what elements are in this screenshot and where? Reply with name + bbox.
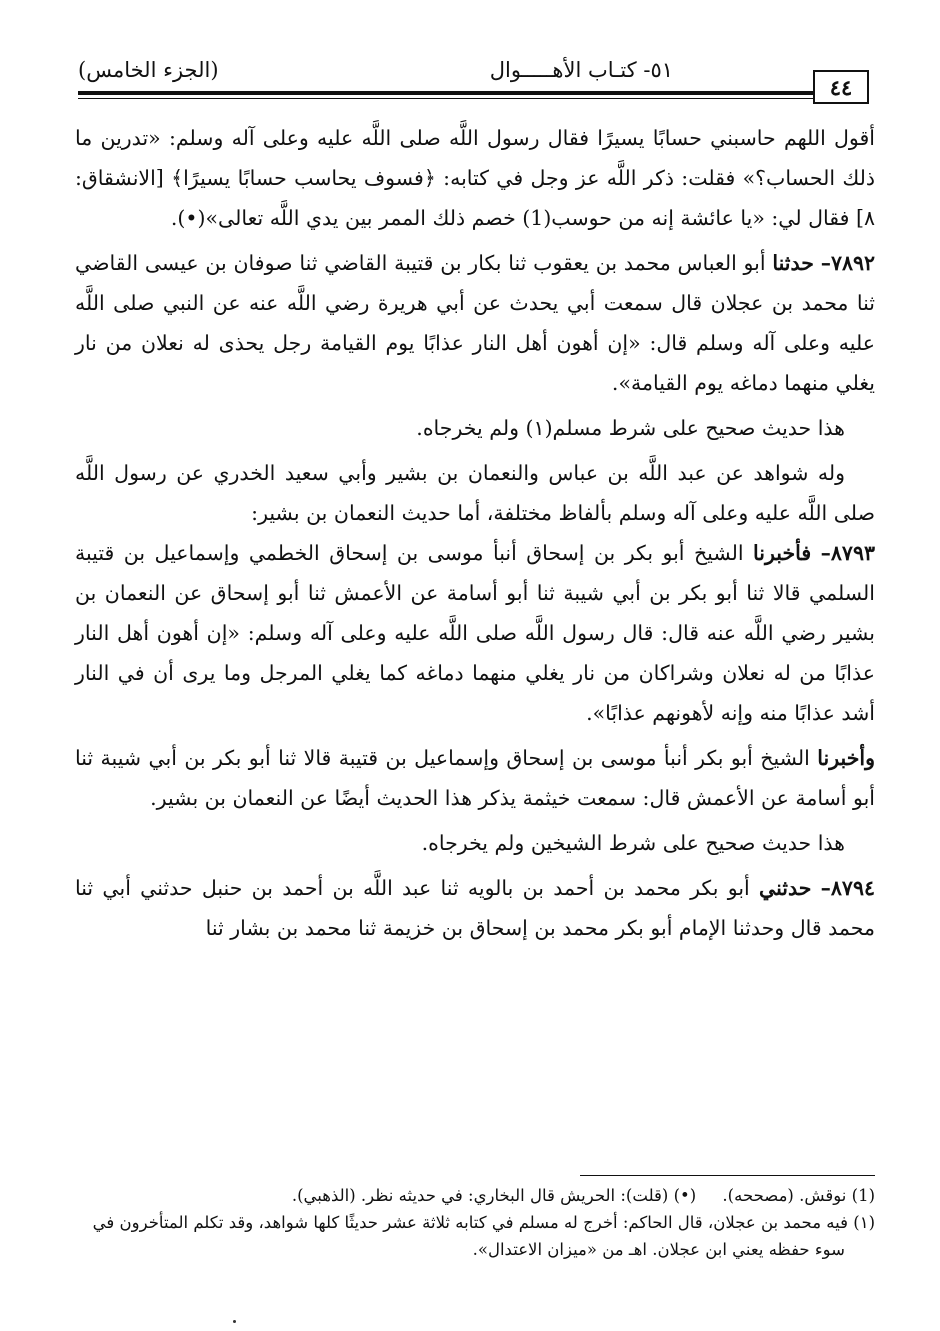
paragraph-lead-word: وأخبرنا bbox=[817, 746, 875, 770]
hadith-text: الشيخ أبو بكر بن إسحاق أنبأ موسى بن إسحاق الخطمي وإسماعيل بن قتيبة السلمي قالا ثنا أبو بكر بن أبي شيبة ثنا أبو أسامة عن الأعمش ثنا أبو إسحاق عن النعمان بن بشير رضي اللَّه عنه قال: قال رسول اللَّه صلى اللَّه عليه وعلى آله وسلم: «إن أهون أهل النار عذابًا من له نعلان وشراكان من نار يغلي منهما دماغه كما يغلي المرجل وما يرى أن في النار أشد عذابًا منه وإنه لأهونهم عذابًا». bbox=[75, 541, 875, 725]
grading-note: هذا حديث صحيح على شرط مسلم(١) ولم يخرجاه. bbox=[416, 416, 845, 440]
header-rule bbox=[78, 91, 813, 95]
hadith-lead-word: حدثنا bbox=[772, 251, 814, 275]
main-text bbox=[75, 118, 875, 948]
hadith-number: ٧٨٩٢– bbox=[820, 251, 875, 275]
hadith-7892 bbox=[75, 243, 875, 403]
paragraph-text: الشيخ أبو بكر أنبأ موسى بن إسحاق وإسماعيل بن قتيبة قالا ثنا أبو بكر بن أبي شيبة ثنا أبو أسامة عن الأعمش قال: سمعت خيثمة يذكر هذا الحديث أيضًا عن النعمان بن بشير. bbox=[75, 746, 875, 810]
footnote-1: (1) نوقش. (مصححه). (•) (قلت): الحريش قال البخاري: في حديثه نظر. (الذهبي). bbox=[291, 1186, 875, 1205]
footnote-rule bbox=[580, 1175, 875, 1176]
hadith-lead-word: حدثني bbox=[758, 876, 812, 900]
header-rule-thin bbox=[78, 98, 813, 99]
hadith-lead-word: فأخبرنا bbox=[753, 541, 812, 565]
volume-label: (الجزء الخامس) bbox=[78, 58, 219, 82]
book-title: ٥١- كتـاب الأهـــــوال bbox=[489, 58, 673, 82]
hadith-number: ٨٧٩٤– bbox=[820, 876, 875, 900]
hadith-number: ٨٧٩٣– bbox=[820, 541, 875, 565]
hadith-text: أبو بكر محمد بن أحمد بن بالويه ثنا عبد اللَّه بن أحمد بن حنبل حدثني أبي ثنا محمد قال وحدثنا الإمام أبو بكر محمد بن إسحاق بن خزيمة ثنا محمد بن بشار ثنا bbox=[75, 876, 875, 940]
paragraph-continuation: أقول اللهم حاسبني حسابًا يسيرًا فقال رسول اللَّه صلى اللَّه عليه وعلى آله وسلم: «تدرين ما ذلك الحساب؟» فقلت: ذكر اللَّه عز وجل في كتابه: ﴿فسوف يحاسب حسابًا يسيرًا﴾ [الانشقاق: ٨] فقال لي: «يا عائشة إنه من حوسب(1) خصم ذلك الممر بين يدي اللَّه تعالى»(•). bbox=[75, 126, 875, 230]
hadith-text: أبو العباس محمد بن يعقوب ثنا بكار بن قتيبة القاضي ثنا صوفان بن عيسى القاضي ثنا محمد بن عجلان قال سمعت أبي يحدث عن أبي هريرة رضي اللَّه عنه عن النبي صلى اللَّه عليه وعلى آله وسلم قال: «إن أهون أهل النار عذابًا يوم القيامة رجل يحذى له نعلان من نار يغلي منهما دماغه يوم القيامة». bbox=[75, 251, 875, 395]
hadith-8793 bbox=[75, 533, 875, 733]
grading-note: هذا حديث صحيح على شرط الشيخين ولم يخرجاه. bbox=[421, 831, 845, 855]
running-header bbox=[78, 52, 873, 88]
footnotes bbox=[75, 1182, 875, 1263]
footnote-2: (١) فيه محمد بن عجلان، قال الحاكم: أخرج له مسلم في كتابه ثلاثة عشر حديثًا كلها شواهد، وقد تكلم المتأخرون في سوء حفظه يعني ابن عجلان. اهـ من «ميزان الاعتدال». bbox=[92, 1213, 875, 1259]
isnad-paragraph bbox=[75, 738, 875, 818]
hadith-8794 bbox=[75, 868, 875, 948]
scan-speck bbox=[233, 1320, 236, 1323]
shawahid-paragraph: وله شواهد عن عبد اللَّه بن عباس والنعمان بن بشير وأبي سعيد الخدري عن رسول اللَّه صلى اللَّه عليه وعلى آله وسلم بألفاظ مختلفة، أما حديث النعمان بن بشير: bbox=[75, 461, 875, 525]
page-number: ٤٤ bbox=[813, 70, 869, 104]
